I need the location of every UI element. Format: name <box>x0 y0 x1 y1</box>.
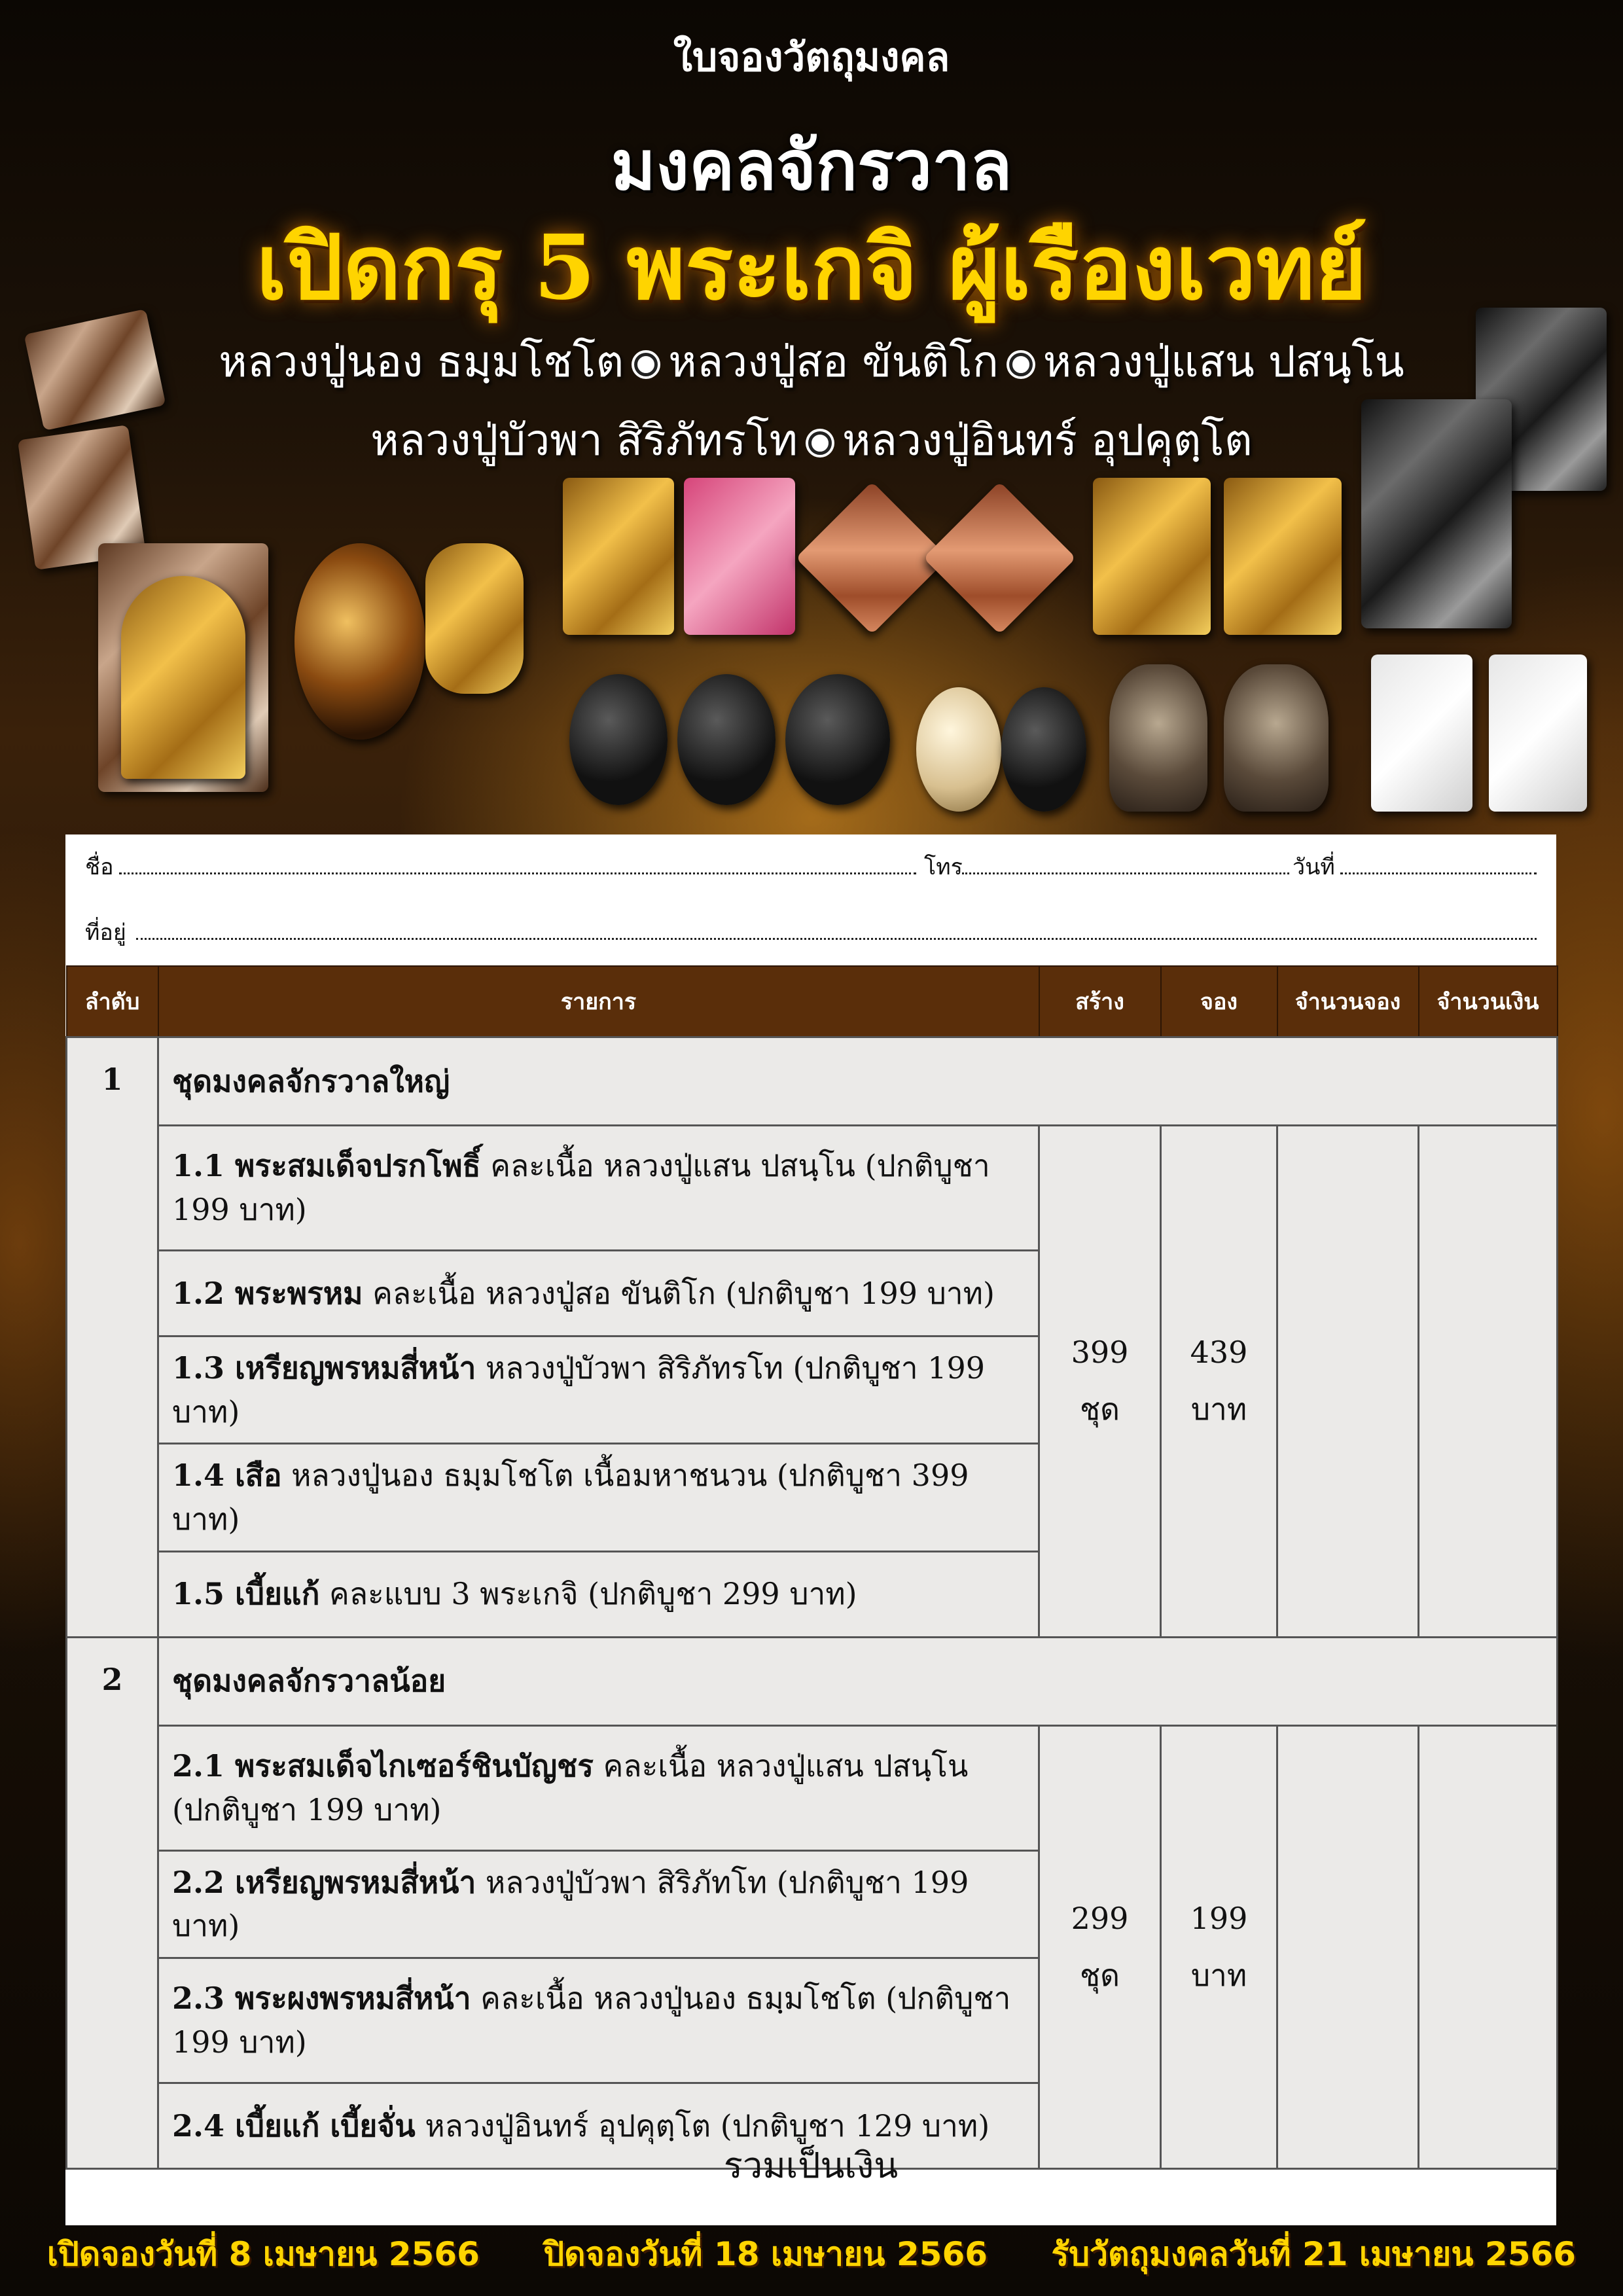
column-header-amount: จำนวนเงิน <box>1419 966 1558 1037</box>
monk-name: หลวงปู่นอง ธมฺมโชโต <box>219 336 624 387</box>
item-cell: 2.2 เหรียญพรหมสี่หน้า หลวงปู่บัวพา สิริภัทโท (ปกติบูชา 199 บาท) <box>158 1850 1039 1958</box>
amulet-image <box>916 687 1001 812</box>
amulet-image <box>1224 478 1342 635</box>
bullet-icon <box>1009 353 1033 376</box>
table-row <box>67 1126 1558 1251</box>
monk-names-line-1 <box>0 327 1623 396</box>
amulet-image <box>121 576 245 779</box>
column-header-seq: ลำดับ <box>67 966 158 1037</box>
table-row <box>67 1037 1558 1126</box>
amulet-image <box>1361 399 1512 628</box>
bullet-icon <box>634 353 658 376</box>
phone-label: โทร <box>924 854 963 880</box>
group-title: ชุดมงคลจักรวาลใหญ่ <box>158 1037 1558 1126</box>
item-cell: 2.1 พระสมเด็จไกเซอร์ชินบัญชร คละเนื้อ หลวงปู่แสน ปสนฺโน (ปกติบูชา 199 บาท) <box>158 1725 1039 1850</box>
item-cell: 2.3 พระผงพรหมสี่หน้า คละเนื้อ หลวงปู่นอง ธมฺมโชโต (ปกติบูชา 199 บาท) <box>158 1958 1039 2083</box>
group-number: 1 <box>67 1037 158 1638</box>
amulet-image <box>1224 664 1329 812</box>
address-field[interactable] <box>136 938 1537 940</box>
amulet-image <box>923 482 1076 634</box>
amulet-image <box>1371 655 1472 812</box>
address-label: ที่อยู่ <box>85 920 126 946</box>
column-header-booking-price: จอง <box>1161 966 1277 1037</box>
booking-form <box>65 834 1556 2225</box>
bullet-icon <box>808 431 832 455</box>
amulet-image <box>677 674 776 805</box>
monk-name: หลวงปู่บัวพา สิริภัทรโท <box>370 415 798 465</box>
item-cell: 2.4 เบี้ยแก้ เบี้ยจั่น หลวงปู่อินทร์ อุปคุตฺโต (ปกติบูชา 129 บาท) <box>158 2083 1039 2169</box>
total-label: รวมเป็นเงิน <box>723 2145 899 2186</box>
amulet-image <box>1109 664 1207 812</box>
amulet-image <box>1093 478 1211 635</box>
amount-input[interactable] <box>1419 1126 1558 1638</box>
booking-dates-footer <box>0 2229 1623 2280</box>
page-title: มงคลจักรวาล <box>611 125 1012 206</box>
booking-price: 439 บาท <box>1161 1126 1277 1638</box>
item-cell: 1.1 พระสมเด็จปรกโพธิ์ คละเนื้อ หลวงปู่แสน ปสนฺโน (ปกติบูชา 199 บาท) <box>158 1126 1039 1251</box>
item-cell: 1.2 พระพรหม คละเนื้อ หลวงปู่สอ ขันติโก (ปกติบูชา 199 บาท) <box>158 1251 1039 1336</box>
table-row <box>67 1637 1558 1725</box>
amulet-image <box>563 478 674 635</box>
monk-name: หลวงปู่อินทร์ อุปคุตฺโต <box>842 415 1253 465</box>
phone-field[interactable] <box>962 872 1289 874</box>
form-subtitle: ใบจองวัตถุมงคล <box>673 35 950 81</box>
amulet-image <box>785 674 890 805</box>
created-count: 399 ชุด <box>1039 1126 1161 1638</box>
headline-gold: เปิดกรุ 5 พระเกจิ ผู้เรืองเวทย์ <box>256 215 1367 320</box>
order-table <box>65 965 1558 2170</box>
amulet-image <box>684 478 795 635</box>
amulet-image <box>425 543 524 694</box>
name-field[interactable] <box>119 872 916 874</box>
name-label: ชื่อ <box>85 854 114 880</box>
group-number: 2 <box>67 1637 158 2168</box>
item-cell: 1.4 เสือ หลวงปู่นอง ธมฺมโชโต เนื้อมหาชนวน (ปกติบูชา 399 บาท) <box>158 1444 1039 1551</box>
amulet-image <box>1001 687 1086 812</box>
item-cell: 1.3 เหรียญพรหมสี่หน้า หลวงปู่บัวพา สิริภัทรโท (ปกติบูชา 199 บาท) <box>158 1336 1039 1444</box>
receive-date: รับวัตถุมงคลวันที่ 21 เมษายน 2566 <box>1051 2235 1577 2273</box>
group-title: ชุดมงคลจักรวาลน้อย <box>158 1637 1558 1725</box>
close-booking-date: ปิดจองวันที่ 18 เมษายน 2566 <box>543 2235 988 2273</box>
table-row <box>67 1725 1558 1850</box>
column-header-quantity: จำนวนจอง <box>1277 966 1419 1037</box>
amulet-image <box>569 674 668 805</box>
date-label: วันที่ <box>1293 854 1335 880</box>
quantity-input[interactable] <box>1277 1725 1419 2168</box>
monk-name: หลวงปู่สอ ขันติโก <box>668 336 999 387</box>
column-header-item: รายการ <box>158 966 1039 1037</box>
monk-name: หลวงปู่แสน ปสนฺโน <box>1043 336 1404 387</box>
amulet-image <box>1489 655 1587 812</box>
amount-input[interactable] <box>1419 1725 1558 2168</box>
created-count: 299 ชุด <box>1039 1725 1161 2168</box>
column-header-created: สร้าง <box>1039 966 1161 1037</box>
open-booking-date: เปิดจองวันที่ 8 เมษายน 2566 <box>46 2235 480 2273</box>
booking-price: 199 บาท <box>1161 1725 1277 2168</box>
table-header-row <box>67 966 1558 1037</box>
date-field[interactable] <box>1340 872 1537 874</box>
amulet-image <box>294 543 425 740</box>
quantity-input[interactable] <box>1277 1126 1419 1638</box>
item-cell: 1.5 เบี้ยแก้ คละแบบ 3 พระเกจิ (ปกติบูชา 299 บาท) <box>158 1551 1039 1637</box>
